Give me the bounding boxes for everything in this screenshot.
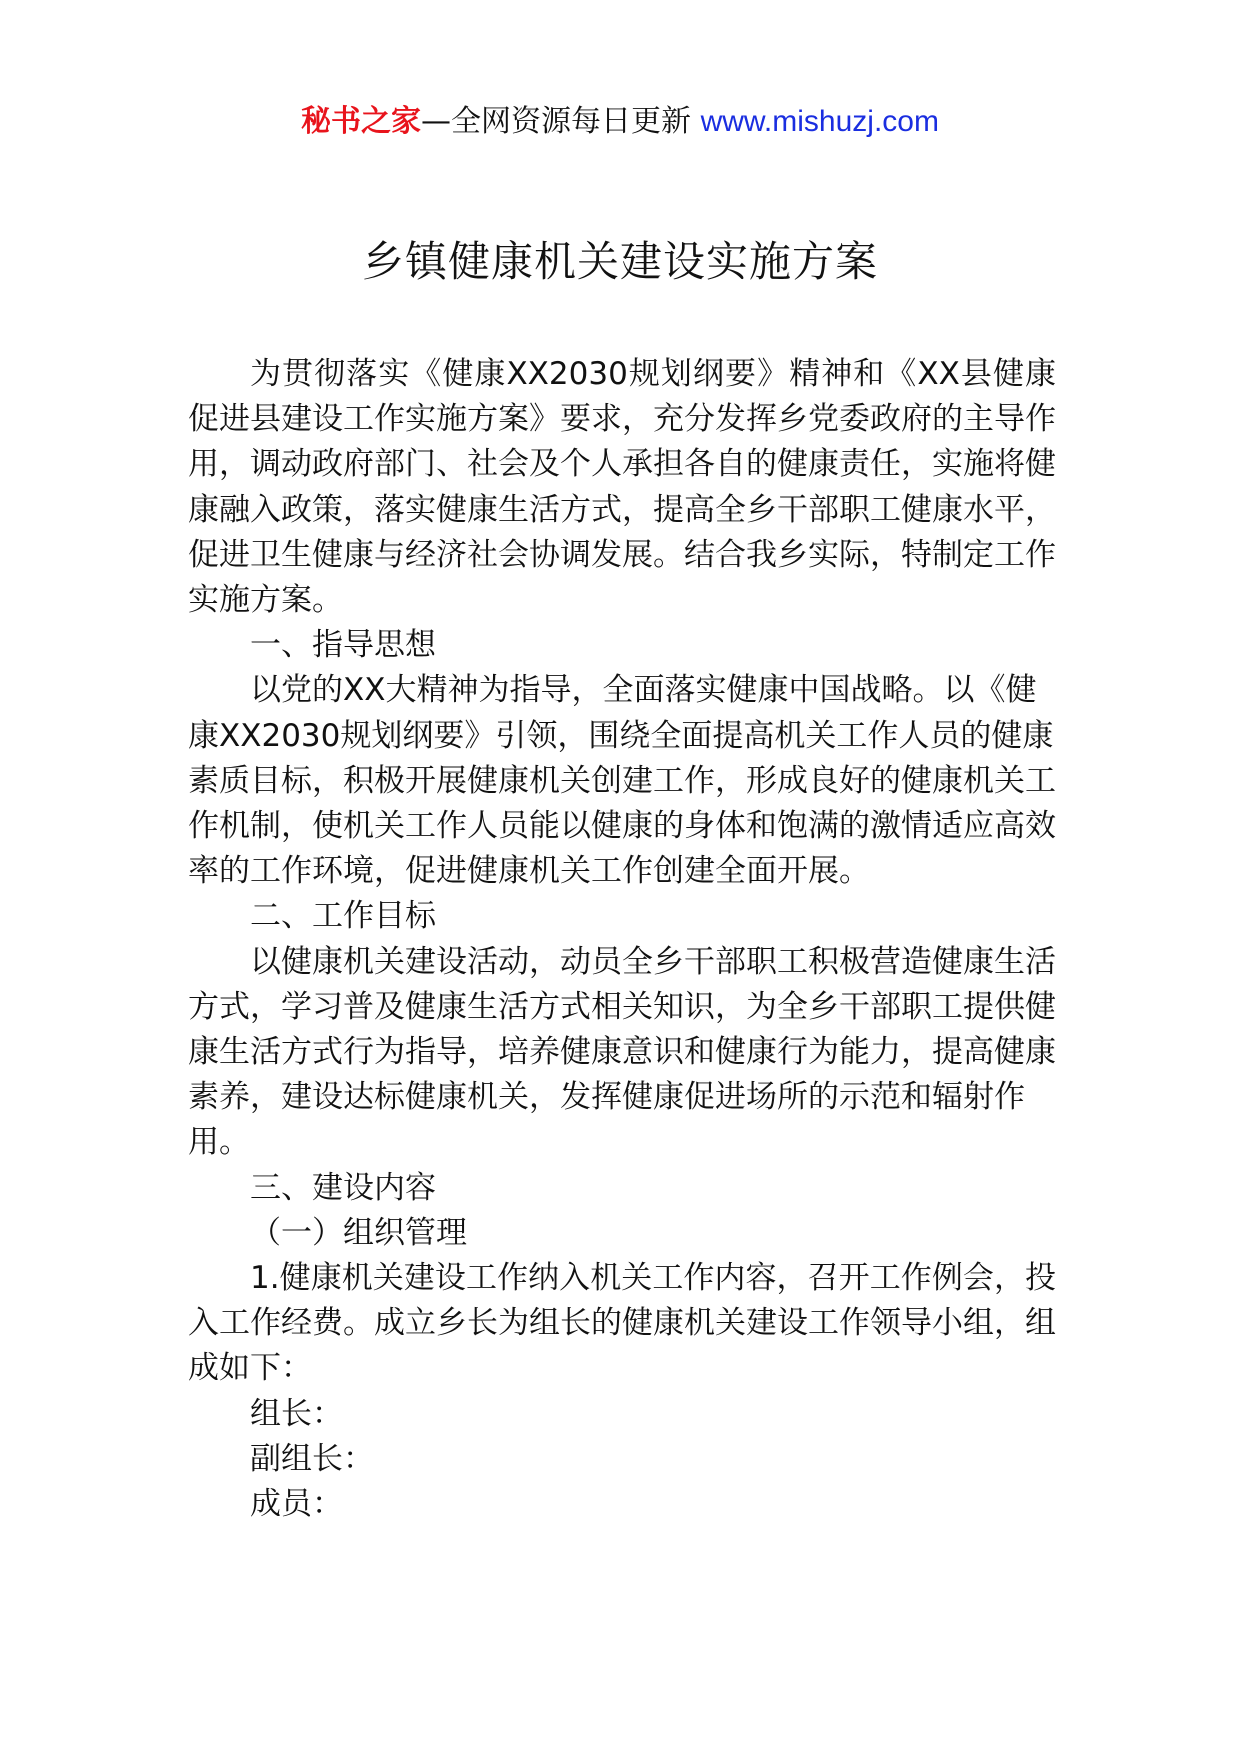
deputy-leader-label: 副组长： — [250, 1440, 374, 1477]
intro-paragraph: 为贯彻落实《健康XX2030规划纲要》精神和《XX县健康促进县建设工作实施方案》要求，充分发挥乡党委政府的主导作用，调动政府部门、社会及个人承担各自的健康责任，实施将健康融入政策，落实健康生活方式，提高全乡干部职工健康水平，促进卫生健康与经济社会协调发展。结合我乡实际，特制定工作实施方案。 — [188, 356, 1056, 619]
leader-label: 组长： — [250, 1395, 343, 1432]
work-goals-paragraph: 以健康机关建设活动，动员全乡干部职工积极营造健康生活方式，学习普及健康生活方式相关知识，为全乡干部职工提供健康生活方式行为指导，培养健康意识和健康行为能力，提高健康素养，建设达标健康机关，发挥健康促进场所的示范和辐射作用。 — [188, 943, 1056, 1161]
section-heading-construction-content: 三、建设内容 — [250, 1169, 436, 1206]
subsection-heading-organization: （一）组织管理 — [250, 1214, 467, 1251]
guiding-ideology-paragraph: 以党的XX大精神为指导，全面落实健康中国战略。以《健康XX2030规划纲要》引领，围绕全面提高机关工作人员的健康素质目标，积极开展健康机关创建工作，形成良好的健康机关工作机制，使机关工作人员能以健康的身体和饱满的激情适应高效率的工作环境，促进健康机关工作创建全面开展。 — [188, 672, 1056, 890]
site-header — [0, 100, 1240, 144]
section-heading-guiding-ideology: 一、指导思想 — [250, 627, 436, 664]
section-heading-work-goals: 二、工作目标 — [250, 898, 436, 935]
document-body — [188, 352, 1056, 1527]
organization-paragraph: 1.健康机关建设工作纳入机关工作内容，召开工作例会，投入工作经费。成立乡长为组长的健康机关建设工作领导小组，组成如下： — [188, 1260, 1056, 1387]
site-url[interactable]: www.mishuzj.com — [700, 105, 939, 138]
document-title: 乡镇健康机关建设实施方案 — [361, 237, 878, 286]
site-brand: 秘书之家 — [301, 104, 422, 139]
site-slogan: —全网资源每日更新 — [421, 104, 701, 139]
members-label: 成员： — [250, 1486, 343, 1523]
